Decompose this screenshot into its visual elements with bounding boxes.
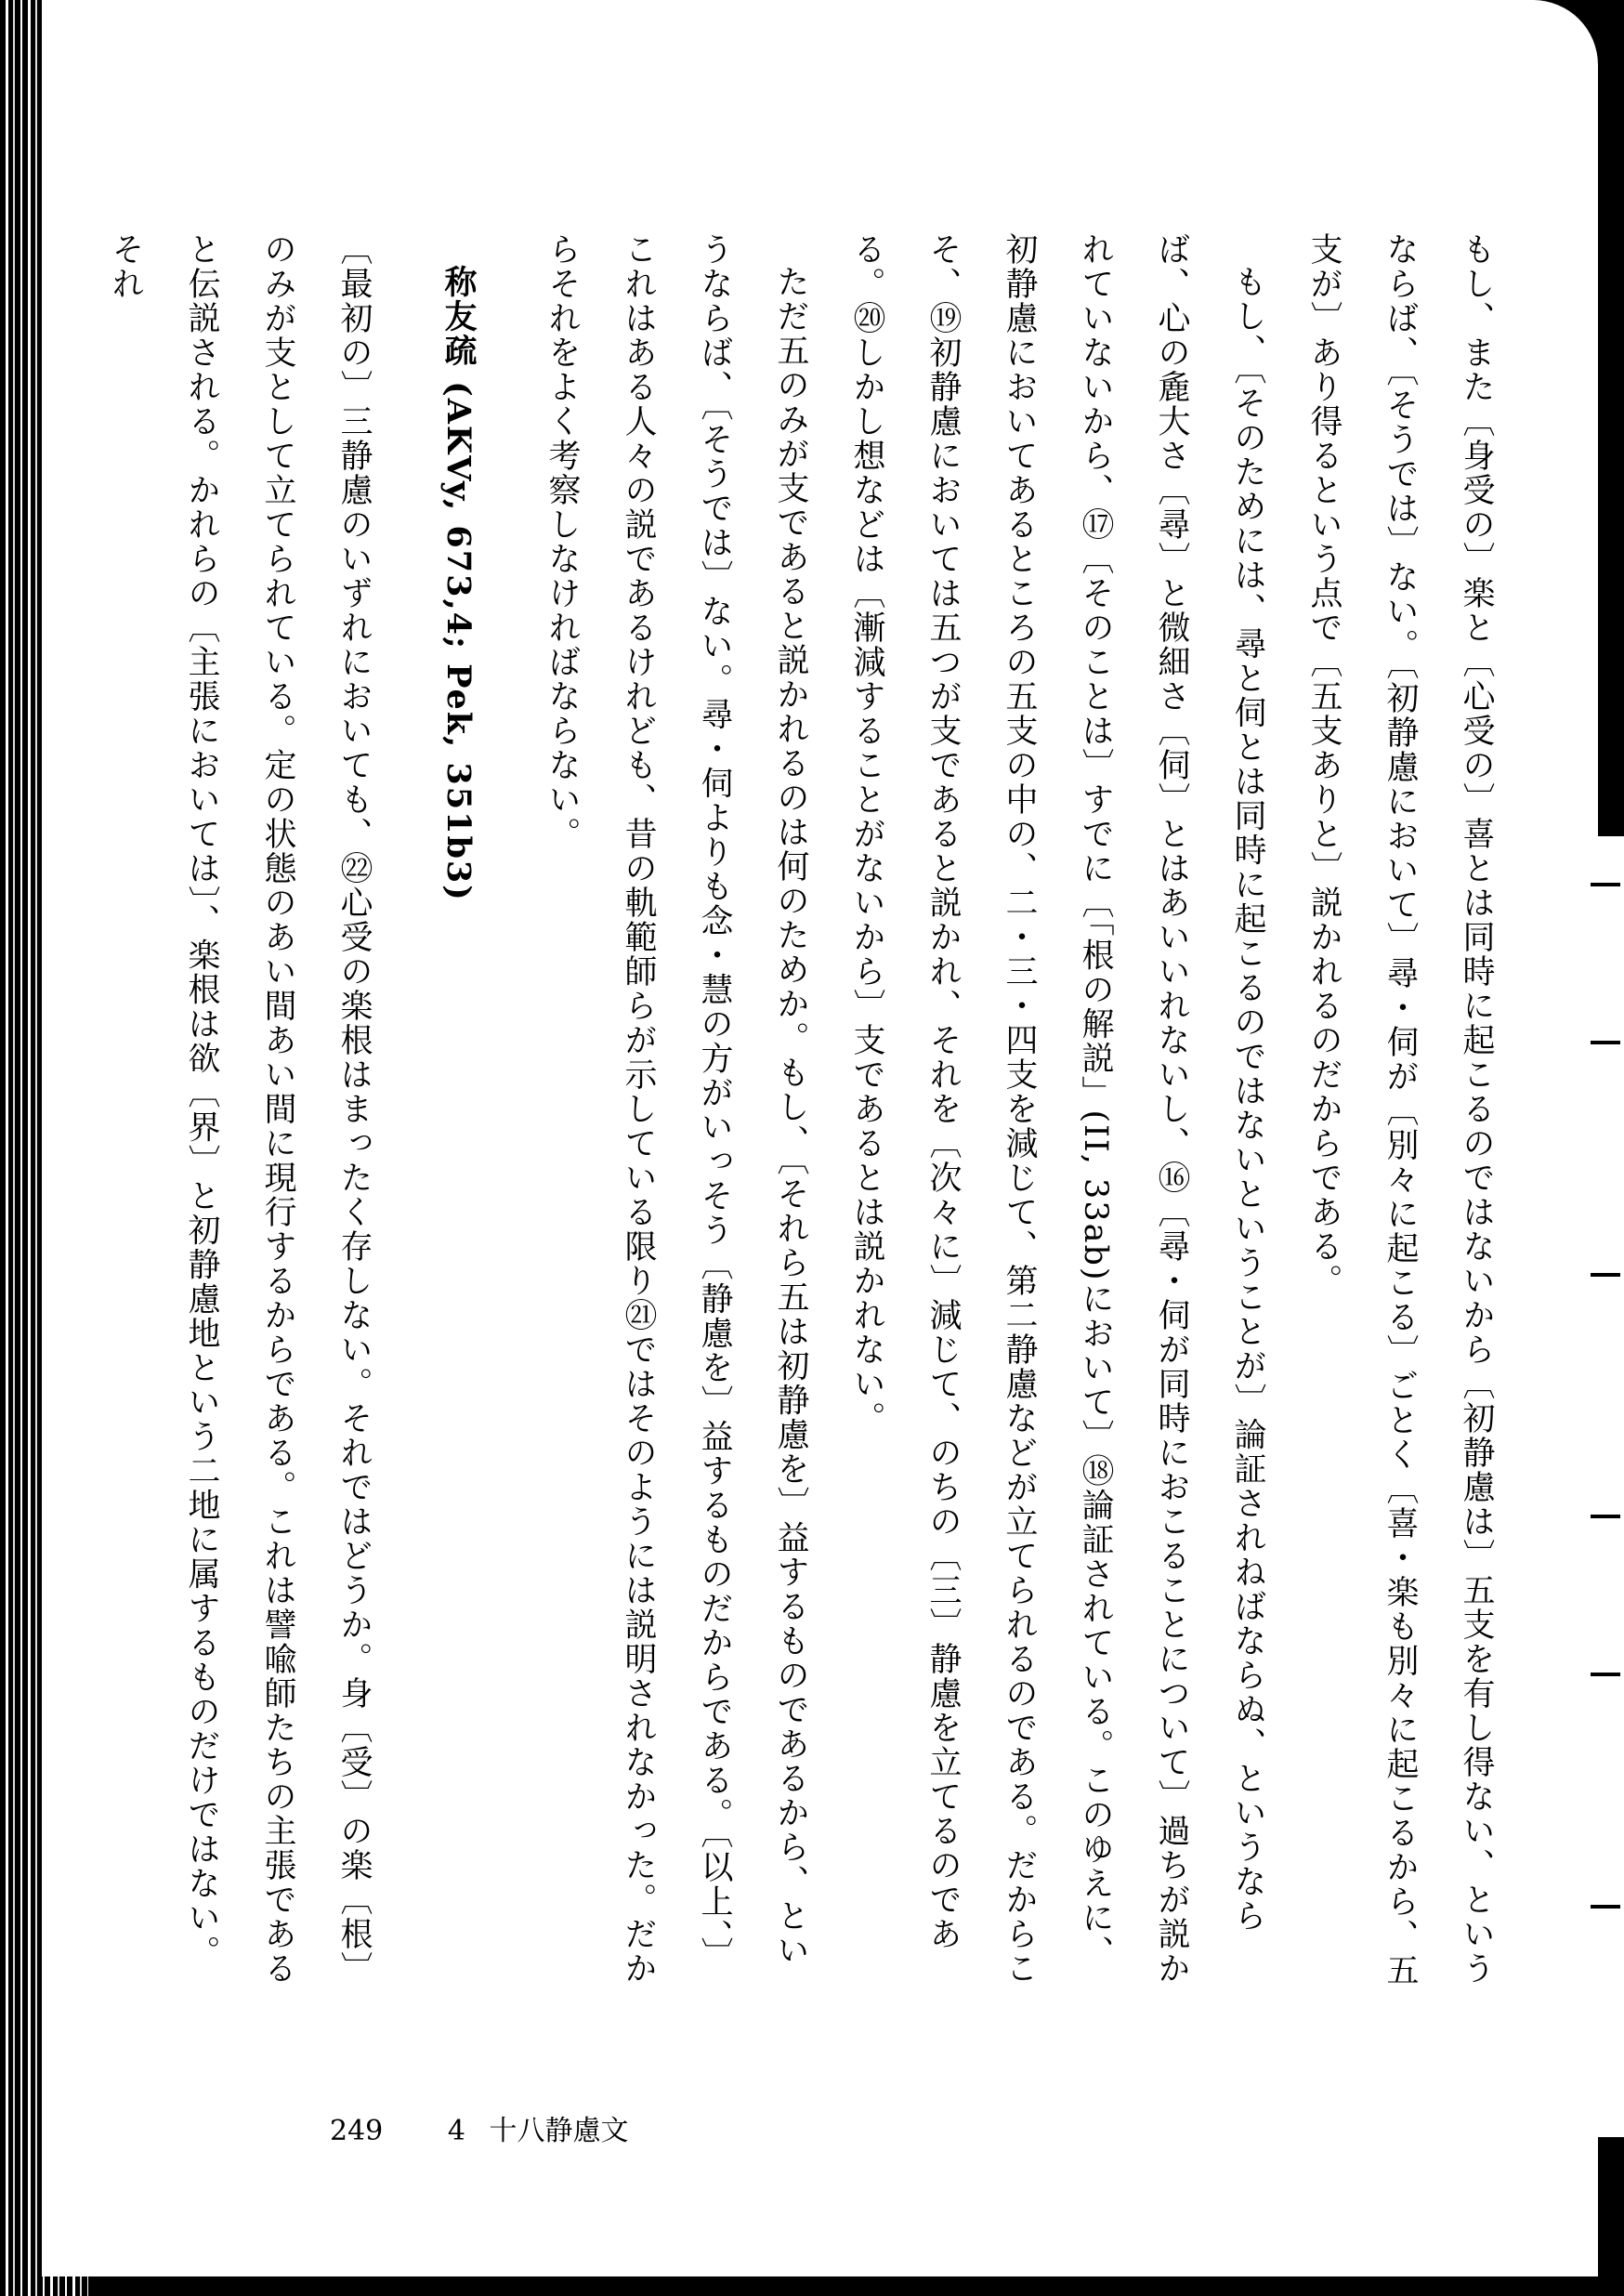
paragraph-2: もし、〔そのためには、尋と伺とは同時に起こるのではないということが〕論証されねばならぬ、というならば、心の麁大さ〔尋〕と微細さ〔伺〕とはあいいれないし、⑯〔尋・伺が同時におこることについて〕過ちが説かれていないから、⑰〔そのことは〕すでに〔「根の解説」(II, 33ab)において〕⑱論証されている。このゆえに、初静慮においてあるところの五支の中の、二・三・四支を減じて、第二静慮などが立てられるのである。だからこそ、⑲初静慮においては五つが支であると説かれ、それを〔次々に〕減じて、のちの〔三〕静慮を立てるのである。⑳しかし想などは〔漸減することがないから〕支であるとは説かれない。 xyxy=(848,232,1266,1986)
edge-mark xyxy=(1591,1041,1620,1044)
paragraph-1: もし、また〔身受の〕楽と〔心受の〕喜とは同時に起こるのではないから〔初静慮は〕五支を有し得ない、というならば、〔そうでは〕ない。〔初静慮において〕尋・伺が〔別々に起こる〕ごとく〔喜・楽も別々に起こるから、五支が〕あり得るという点で〔五支ありと〕説かれるのだからである。 xyxy=(1305,232,1495,1988)
heading-reference: (AKVy, 673,4; Pek, 351b3) xyxy=(439,381,478,902)
page-footer xyxy=(330,2107,628,2148)
edge-mark xyxy=(1591,1905,1620,1909)
heading-title: 称友疏 xyxy=(439,265,478,368)
edge-mark xyxy=(1591,1673,1620,1676)
scan-right-edge xyxy=(1587,836,1624,2137)
book-page xyxy=(42,0,1598,2276)
paragraph-3: ただ五のみが支であると説かれるのは何のためか。もし、〔それら五は初静慮を〕益するものであるから、というならば、〔そうでは〕ない。尋・伺よりも念・慧の方がいっそう〔静慮を〕益するものだからである。〔以上、〕これはある人々の説であるけれども、昔の軌範師らが示している限り㉑ではそのようには説明されなかった。だからそれをよく考察しなければならない。 xyxy=(544,232,809,1986)
section-gap-2 xyxy=(392,232,420,1998)
section-number: 4 xyxy=(447,2115,465,2147)
section-heading xyxy=(420,232,496,1998)
edge-mark xyxy=(1591,1273,1620,1277)
paragraph-4: 〔最初の〕三静慮のいずれにおいても、㉒心受の楽根はまったく存しない。それではどうか。身〔受〕の楽〔根〕のみが支として立てられている。定の状態のあい間あい間に現行するからである。これは譬喩師たちの主張であると伝説される。かれらの〔主張においては〕、楽根は欲〔界〕と初静慮地という二地に属するものだけではない。それ xyxy=(107,232,373,1986)
section-title: 十八静慮文 xyxy=(489,2115,629,2147)
vertical-text-block xyxy=(87,232,1514,1998)
page-number: 249 xyxy=(330,2115,384,2147)
edge-mark xyxy=(1591,883,1620,886)
edge-mark xyxy=(1591,1515,1620,1518)
section-gap xyxy=(496,232,524,1998)
